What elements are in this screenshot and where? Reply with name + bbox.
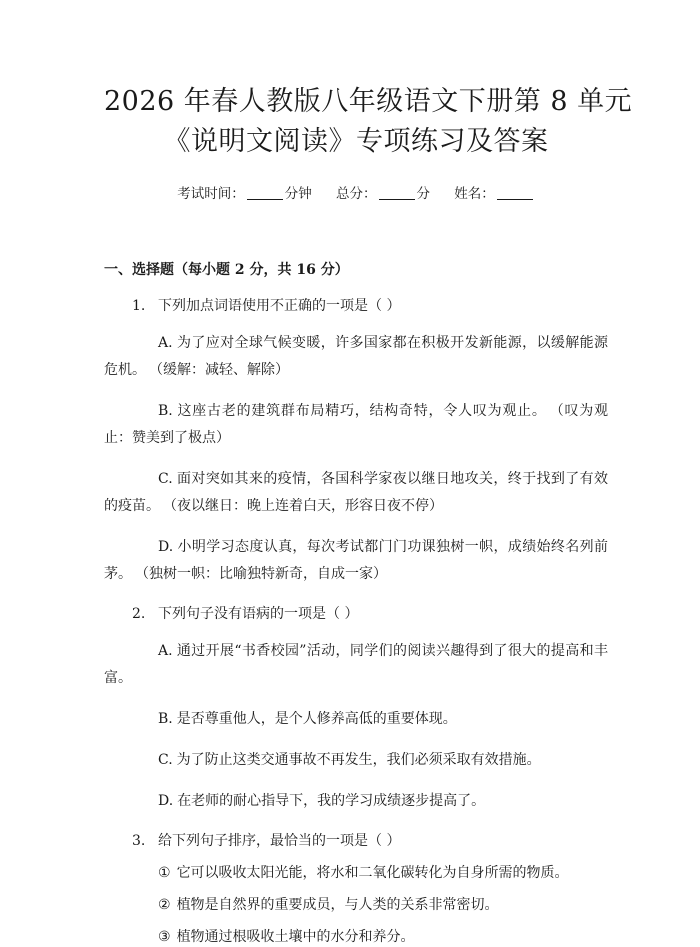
option-text: 这座古老的建筑群布局精巧，结构奇特，令人叹为观止。 [176,403,547,419]
option-text: 为了防止这类交通事故不再发生，我们必须采取有效措施。 [176,752,541,768]
exam-time-label: 考试时间： [177,186,245,202]
option-text: 小明学习态度认真，每次考试都门门功课独树一帜，成绩始终名列前茅。 [104,539,608,582]
title-line-2: 《说明文阅读》专项练习及答案 [163,126,549,157]
question-1-option-c [104,466,608,520]
question-1-option-b [104,398,608,452]
question-2 [104,604,608,624]
question-1 [104,296,608,316]
exam-time-blank [247,185,283,200]
option-note: （夜以继日：晚上连着白天，形容日夜不停） [170,498,443,514]
option-letter: A. [158,335,173,351]
option-text: 在老师的耐心指导下，我的学习成绩逐步提高了。 [177,793,486,809]
option-note: （叹为观止：赞美到了极点） [104,403,609,446]
question-3-sentence-2 [104,895,608,915]
total-score-label: 总分： [336,186,377,202]
question-stem: 给下列句子排序，最恰当的一项是（ ） [158,833,401,849]
sentence-mark: ③ [158,929,171,945]
option-text: 通过开展“书香校园”活动，同学们的阅读兴趣得到了很大的提高和丰富。 [104,643,608,686]
sentence-text: 它可以吸收太阳光能，将水和二氧化碳转化为自身所需的物质。 [176,865,569,881]
student-name-label: 姓名： [454,186,495,202]
option-note: （独树一帜：比喻独特新奇，自成一家） [142,566,387,582]
question-3 [104,831,608,851]
student-name-field [454,184,535,204]
option-text: 是否尊重他人，是个人修养高低的重要体现。 [176,711,457,727]
total-score-field [336,184,430,204]
option-letter: C. [158,471,173,487]
option-letter: B. [158,403,173,419]
question-2-option-c [104,747,608,774]
question-2-option-a [104,638,608,692]
student-name-blank [497,185,533,200]
option-letter: D. [158,539,174,555]
question-1-option-d [104,534,608,588]
title-line-1: 2026 年春人教版八年级语文下册第 8 单元 [104,86,633,117]
page-title [104,0,633,162]
question-number: 1. [132,298,146,314]
exam-time-unit: 分钟 [284,186,312,202]
option-letter: C. [158,752,173,768]
question-number: 2. [132,606,146,622]
option-text: 面对突如其来的疫情，各国科学家夜以继日地攻关，终于找到了有效的疫苗。 [104,471,608,514]
question-1-option-a [104,330,608,384]
question-2-option-b [104,706,608,733]
question-3-sentence-3 [104,927,608,947]
exam-info-line [104,184,608,204]
sentence-mark: ② [158,897,171,913]
option-letter: A. [158,643,173,659]
sentence-text: 植物通过根吸收土壤中的水分和养分。 [176,929,415,945]
question-3-sentence-1 [104,863,608,883]
question-number: 3. [132,833,146,849]
option-letter: B. [158,711,173,727]
option-text: 为了应对全球气候变暖，许多国家都在积极开发新能源，以缓解能源危机。 [104,335,608,378]
option-letter: D. [158,793,174,809]
question-stem: 下列句子没有语病的一项是（ ） [158,606,359,622]
question-2-option-d [104,788,608,815]
sentence-text: 植物是自然界的重要成员，与人类的关系非常密切。 [176,897,499,913]
section-heading-choice: 一、选择题（每小题 2 分，共 16 分） [104,262,349,278]
total-score-unit: 分 [416,186,430,202]
exam-time-field [177,184,312,204]
option-note: （缓解：减轻、解除） [156,362,289,378]
total-score-blank [379,185,415,200]
question-stem: 下列加点词语使用不正确的一项是（ ） [158,298,401,314]
sentence-mark: ① [158,865,171,881]
